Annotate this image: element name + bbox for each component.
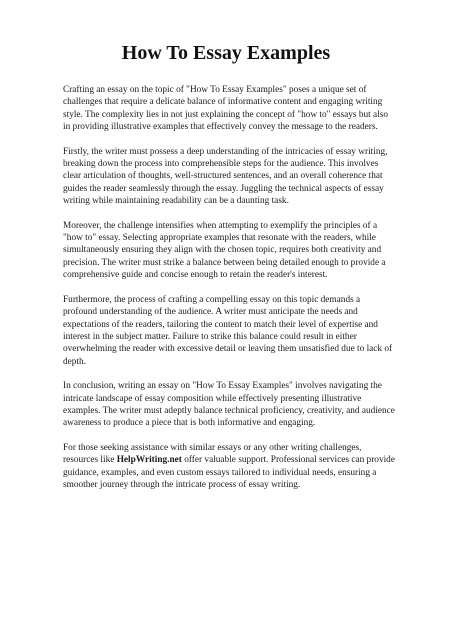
paragraph-firstly: Firstly, the writer must possess a deep understanding of the intricacies of essay writing, breaking down the process into comprehensible steps for the audience. This involves clear articulation of thoughts, well-structured sentences, and an overall coherence that guides the reader seamlessly through the essay. Juggling the technical aspects of essay writing while maintaining readability can be a daunting task.	[63, 146, 388, 207]
document-body	[63, 84, 395, 503]
paragraph-conclusion: In conclusion, writing an essay on "How To Essay Examples" involves navigating the intricate landscape of essay composition while effectively presenting illustrative examples. The writer must adeptly balance technical proficiency, creativity, and audience awareness to produce a piece that is both informative and engaging.	[63, 381, 395, 429]
paragraph-furthermore: Furthermore, the process of crafting a compelling essay on this topic demands a profound understanding of the audience. A writer must anticipate the needs and expectations of the readers, tailoring the content to match their level of expertise and interest in the subject matter. Failure to strike this balance could result in either overwhelming the reader with excessive detail or leaving them unsatisfied due to lack of depth.	[63, 294, 393, 367]
resources-text-after: offer valuable support. Professional services can provide guidance, examples, and even custom essays tailored to individual needs, ensuring a smoother journey through the intricate process of essay writing.	[63, 455, 395, 490]
paragraph-intro: Crafting an essay on the topic of "How To Essay Examples" poses a unique set of challenges that require a delicate balance of informative content and engaging writing style. The complexity lies in not just explaining the concept of "how to" essays but also in providing illustrative examples that effectively convey the message to the readers.	[63, 85, 389, 133]
paragraph-moreover: Moreover, the challenge intensifies when attempting to exemplify the principles of a "how to" essay. Selecting appropriate examples that resonate with the readers, while simultaneously ensuring they align with the chosen topic, requires both creativity and precision. The writer must strike a balance between being detailed enough to provide a comprehensive guide and concise enough to retain the reader's interest.	[63, 220, 386, 281]
helpwriting-link[interactable]: HelpWriting.net	[116, 455, 182, 466]
page-title: How To Essay Examples	[121, 42, 331, 64]
paragraph-resources	[63, 442, 395, 492]
resources-text-before: For those seeking assistance with similar essays or any other writing challenges, resources like	[63, 442, 362, 466]
